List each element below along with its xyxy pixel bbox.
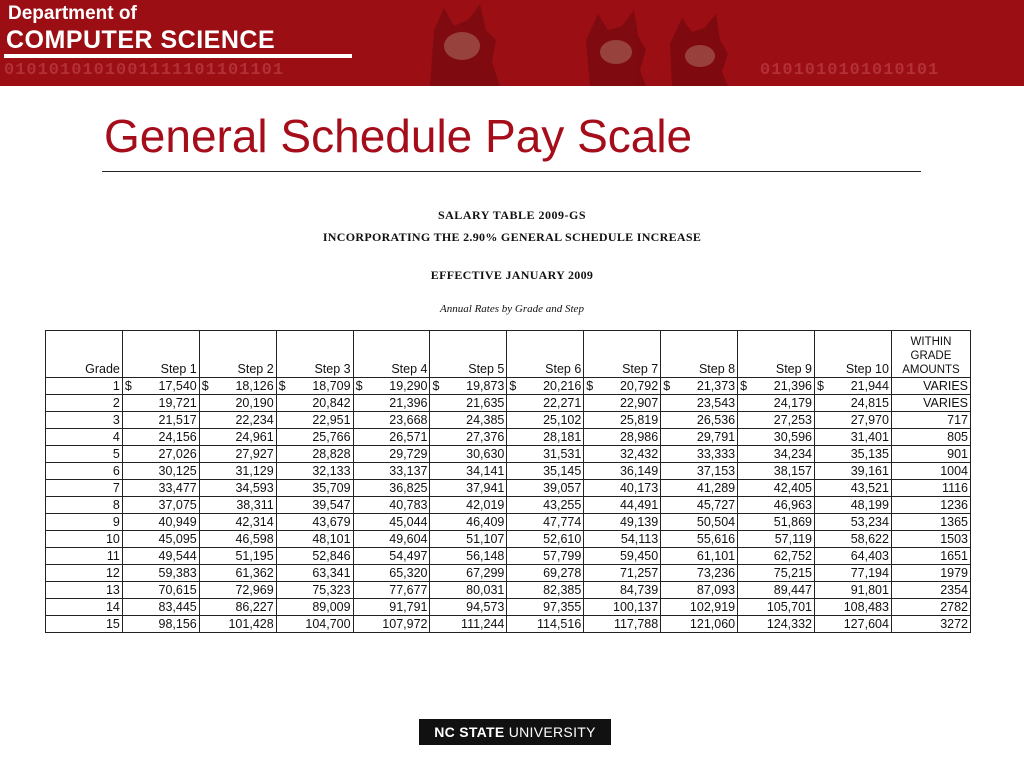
salary-value: 20,792 (619, 379, 659, 393)
banner-underline (4, 54, 352, 58)
salary-cell (507, 378, 584, 395)
salary-cell: 21,396 (353, 395, 430, 412)
salary-cell: 31,401 (815, 429, 892, 446)
increase-heading: INCORPORATING THE 2.90% GENERAL SCHEDULE INCREASE (322, 230, 702, 244)
column-header-step-1: Step 1 (122, 331, 199, 378)
department-name: COMPUTER SCIENCE (6, 26, 276, 54)
salary-cell: 44,491 (584, 497, 661, 514)
salary-cell: 35,709 (276, 480, 353, 497)
column-header-step-5: Step 5 (430, 331, 507, 378)
salary-cell: 52,610 (507, 531, 584, 548)
salary-cell: 46,963 (738, 497, 815, 514)
dollar-sign: $ (124, 379, 132, 393)
salary-table-heading: SALARY TABLE 2009-GS (437, 208, 587, 222)
salary-cell: 20,190 (199, 395, 276, 412)
salary-cell: 46,598 (199, 531, 276, 548)
salary-cell: 24,815 (815, 395, 892, 412)
salary-cell (276, 378, 353, 395)
salary-cell: 83,445 (122, 599, 199, 616)
grade-cell: 11 (46, 548, 123, 565)
salary-cell: 45,095 (122, 531, 199, 548)
salary-cell: 42,405 (738, 480, 815, 497)
salary-cell: 27,026 (122, 446, 199, 463)
salary-cell: 107,972 (353, 616, 430, 633)
salary-value: 21,396 (773, 379, 813, 393)
dollar-sign: $ (740, 379, 748, 393)
within-grade-cell: 3272 (891, 616, 970, 633)
salary-cell: 35,135 (815, 446, 892, 463)
salary-cell: 117,788 (584, 616, 661, 633)
grade-cell: 13 (46, 582, 123, 599)
salary-cell: 62,752 (738, 548, 815, 565)
column-header-step-9: Step 9 (738, 331, 815, 378)
department-label: Department of (8, 3, 137, 24)
dollar-sign: $ (663, 379, 671, 393)
grade-cell: 14 (46, 599, 123, 616)
grade-cell: 12 (46, 565, 123, 582)
salary-cell: 22,907 (584, 395, 661, 412)
dollar-sign: $ (201, 379, 209, 393)
salary-cell: 70,615 (122, 582, 199, 599)
salary-cell: 94,573 (430, 599, 507, 616)
table-row (46, 480, 971, 497)
salary-cell: 86,227 (199, 599, 276, 616)
salary-cell: 89,009 (276, 599, 353, 616)
within-grade-cell: VARIES (891, 395, 970, 412)
within-grade-cell: 1503 (891, 531, 970, 548)
salary-cell: 101,428 (199, 616, 276, 633)
table-row (46, 412, 971, 429)
salary-cell: 21,517 (122, 412, 199, 429)
salary-cell: 55,616 (661, 531, 738, 548)
grade-cell: 15 (46, 616, 123, 633)
table-row (46, 599, 971, 616)
table-row (46, 531, 971, 548)
salary-cell: 36,825 (353, 480, 430, 497)
salary-cell: 105,701 (738, 599, 815, 616)
salary-cell: 24,385 (430, 412, 507, 429)
salary-cell: 24,156 (122, 429, 199, 446)
salary-cell: 121,060 (661, 616, 738, 633)
salary-cell: 58,622 (815, 531, 892, 548)
within-grade-cell: 1116 (891, 480, 970, 497)
pay-scale-table (45, 330, 971, 633)
salary-cell: 72,969 (199, 582, 276, 599)
salary-cell: 111,244 (430, 616, 507, 633)
salary-cell: 47,774 (507, 514, 584, 531)
salary-cell (815, 378, 892, 395)
within-grade-cell: 805 (891, 429, 970, 446)
within-grade-cell: 1004 (891, 463, 970, 480)
salary-cell: 32,432 (584, 446, 661, 463)
salary-cell (353, 378, 430, 395)
salary-value: 19,873 (466, 379, 505, 393)
salary-cell: 29,791 (661, 429, 738, 446)
salary-cell: 37,153 (661, 463, 738, 480)
salary-cell: 53,234 (815, 514, 892, 531)
dollar-sign: $ (278, 379, 286, 393)
dollar-sign: $ (509, 379, 517, 393)
salary-cell: 63,341 (276, 565, 353, 582)
salary-cell: 25,766 (276, 429, 353, 446)
salary-cell: 77,194 (815, 565, 892, 582)
salary-cell: 39,161 (815, 463, 892, 480)
salary-cell: 48,199 (815, 497, 892, 514)
salary-cell: 29,729 (353, 446, 430, 463)
table-row (46, 429, 971, 446)
salary-cell: 19,721 (122, 395, 199, 412)
salary-cell: 22,951 (276, 412, 353, 429)
slide-title: General Schedule Pay Scale (104, 110, 693, 162)
salary-cell: 38,311 (199, 497, 276, 514)
salary-cell (738, 378, 815, 395)
salary-cell: 28,828 (276, 446, 353, 463)
salary-cell (122, 378, 199, 395)
salary-cell: 43,521 (815, 480, 892, 497)
salary-cell: 28,986 (584, 429, 661, 446)
salary-cell: 23,543 (661, 395, 738, 412)
salary-cell: 84,739 (584, 582, 661, 599)
salary-cell: 34,234 (738, 446, 815, 463)
grade-cell: 2 (46, 395, 123, 412)
salary-cell: 33,137 (353, 463, 430, 480)
within-grade-cell: 2782 (891, 599, 970, 616)
dollar-sign: $ (355, 379, 363, 393)
wolf-icon (410, 0, 760, 86)
salary-cell: 40,783 (353, 497, 430, 514)
salary-cell: 25,819 (584, 412, 661, 429)
salary-cell: 26,536 (661, 412, 738, 429)
salary-value: 18,709 (312, 379, 351, 393)
salary-cell: 45,044 (353, 514, 430, 531)
salary-cell: 48,101 (276, 531, 353, 548)
salary-cell: 21,635 (430, 395, 507, 412)
grade-cell: 4 (46, 429, 123, 446)
salary-cell: 73,236 (661, 565, 738, 582)
salary-cell: 42,314 (199, 514, 276, 531)
salary-cell: 43,255 (507, 497, 584, 514)
column-header-step-6: Step 6 (507, 331, 584, 378)
dollar-sign: $ (432, 379, 440, 393)
table-row (46, 616, 971, 633)
grade-cell: 9 (46, 514, 123, 531)
salary-cell: 22,271 (507, 395, 584, 412)
salary-cell: 52,846 (276, 548, 353, 565)
salary-cell: 54,497 (353, 548, 430, 565)
salary-value: 21,373 (696, 379, 736, 393)
nc-state-logo (419, 719, 611, 745)
grade-cell: 5 (46, 446, 123, 463)
salary-cell: 26,571 (353, 429, 430, 446)
salary-cell: 36,149 (584, 463, 661, 480)
rates-subheading: Annual Rates by Grade and Step (440, 303, 584, 315)
salary-value: 19,290 (389, 379, 428, 393)
salary-cell: 27,927 (199, 446, 276, 463)
salary-cell: 27,970 (815, 412, 892, 429)
salary-cell: 57,119 (738, 531, 815, 548)
salary-cell: 40,949 (122, 514, 199, 531)
salary-cell: 87,093 (661, 582, 738, 599)
salary-cell: 89,447 (738, 582, 815, 599)
salary-cell: 27,376 (430, 429, 507, 446)
salary-value: 18,126 (235, 379, 274, 393)
effective-date-heading: EFFECTIVE JANUARY 2009 (430, 268, 594, 282)
salary-cell: 31,531 (507, 446, 584, 463)
grade-cell: 3 (46, 412, 123, 429)
salary-cell: 77,677 (353, 582, 430, 599)
salary-cell: 127,604 (815, 616, 892, 633)
logo-bold-text: NC STATE (434, 724, 505, 740)
salary-cell: 31,129 (199, 463, 276, 480)
salary-cell: 33,477 (122, 480, 199, 497)
salary-cell: 30,125 (122, 463, 199, 480)
grade-cell: 10 (46, 531, 123, 548)
salary-cell: 69,278 (507, 565, 584, 582)
table-row (46, 395, 971, 412)
within-grade-cell: 1365 (891, 514, 970, 531)
salary-cell: 59,450 (584, 548, 661, 565)
salary-cell: 39,057 (507, 480, 584, 497)
salary-cell: 98,156 (122, 616, 199, 633)
salary-cell: 34,141 (430, 463, 507, 480)
column-header-grade: Grade (46, 331, 123, 378)
salary-cell: 54,113 (584, 531, 661, 548)
salary-cell: 33,333 (661, 446, 738, 463)
wga-header-line: AMOUNTS (902, 364, 960, 376)
grade-cell: 6 (46, 463, 123, 480)
salary-cell: 23,668 (353, 412, 430, 429)
salary-cell: 20,842 (276, 395, 353, 412)
dollar-sign: $ (586, 379, 594, 393)
salary-cell: 65,320 (353, 565, 430, 582)
salary-cell: 56,148 (430, 548, 507, 565)
within-grade-cell: 1979 (891, 565, 970, 582)
salary-cell: 40,173 (584, 480, 661, 497)
within-grade-cell: 2354 (891, 582, 970, 599)
table-row (46, 548, 971, 565)
column-header-step-8: Step 8 (661, 331, 738, 378)
dollar-sign: $ (817, 379, 824, 393)
title-divider (102, 171, 921, 172)
salary-cell: 34,593 (199, 480, 276, 497)
grade-cell: 1 (46, 378, 123, 395)
salary-cell: 59,383 (122, 565, 199, 582)
salary-cell: 24,961 (199, 429, 276, 446)
table-header-row (46, 331, 971, 378)
salary-cell: 51,869 (738, 514, 815, 531)
table-row (46, 582, 971, 599)
salary-cell: 61,101 (661, 548, 738, 565)
binary-text-left: 0101010101001111101101101 (4, 61, 285, 80)
salary-cell: 108,483 (815, 599, 892, 616)
salary-cell: 35,145 (507, 463, 584, 480)
salary-cell: 80,031 (430, 582, 507, 599)
salary-cell: 37,941 (430, 480, 507, 497)
salary-cell: 49,604 (353, 531, 430, 548)
salary-cell: 24,179 (738, 395, 815, 412)
salary-cell: 49,139 (584, 514, 661, 531)
salary-value: 20,216 (543, 379, 582, 393)
salary-cell: 114,516 (507, 616, 584, 633)
column-header-step-3: Step 3 (276, 331, 353, 378)
salary-cell: 39,547 (276, 497, 353, 514)
table-row (46, 497, 971, 514)
salary-cell: 91,801 (815, 582, 892, 599)
salary-cell (199, 378, 276, 395)
salary-cell: 104,700 (276, 616, 353, 633)
salary-cell: 30,630 (430, 446, 507, 463)
salary-cell: 61,362 (199, 565, 276, 582)
salary-cell: 28,181 (507, 429, 584, 446)
salary-cell: 46,409 (430, 514, 507, 531)
salary-cell: 50,504 (661, 514, 738, 531)
table-row (46, 463, 971, 480)
salary-cell: 49,544 (122, 548, 199, 565)
salary-cell: 71,257 (584, 565, 661, 582)
salary-cell: 102,919 (661, 599, 738, 616)
salary-cell: 25,102 (507, 412, 584, 429)
wga-header-line: WITHIN (910, 336, 952, 348)
table-row (46, 565, 971, 582)
wga-header-line: GRADE (910, 350, 952, 362)
grade-cell: 8 (46, 497, 123, 514)
grade-cell: 7 (46, 480, 123, 497)
salary-cell: 51,107 (430, 531, 507, 548)
salary-cell: 41,289 (661, 480, 738, 497)
column-header-within-grade-amounts (891, 331, 970, 378)
table-row (46, 514, 971, 531)
column-header-step-10: Step 10 (815, 331, 892, 378)
salary-cell: 37,075 (122, 497, 199, 514)
salary-cell: 57,799 (507, 548, 584, 565)
salary-cell: 22,234 (199, 412, 276, 429)
salary-cell: 45,727 (661, 497, 738, 514)
table-row (46, 378, 971, 395)
salary-cell: 100,137 (584, 599, 661, 616)
salary-cell: 97,355 (507, 599, 584, 616)
column-header-step-2: Step 2 (199, 331, 276, 378)
salary-cell: 91,791 (353, 599, 430, 616)
salary-cell: 42,019 (430, 497, 507, 514)
salary-cell: 43,679 (276, 514, 353, 531)
salary-cell (430, 378, 507, 395)
logo-rest-text: UNIVERSITY (504, 724, 596, 740)
salary-cell: 75,323 (276, 582, 353, 599)
salary-value: 17,540 (158, 379, 197, 393)
salary-cell: 67,299 (430, 565, 507, 582)
column-header-step-4: Step 4 (353, 331, 430, 378)
salary-value: 21,944 (850, 379, 889, 393)
within-grade-cell: 1236 (891, 497, 970, 514)
salary-cell: 51,195 (199, 548, 276, 565)
within-grade-cell: VARIES (891, 378, 970, 395)
salary-cell (661, 378, 738, 395)
within-grade-cell: 1651 (891, 548, 970, 565)
within-grade-cell: 901 (891, 446, 970, 463)
column-header-step-7: Step 7 (584, 331, 661, 378)
salary-cell (584, 378, 661, 395)
table-row (46, 446, 971, 463)
binary-text-right: 0101010101010101 (760, 61, 940, 80)
salary-cell: 32,133 (276, 463, 353, 480)
salary-cell: 82,385 (507, 582, 584, 599)
salary-cell: 38,157 (738, 463, 815, 480)
salary-cell: 27,253 (738, 412, 815, 429)
salary-cell: 75,215 (738, 565, 815, 582)
salary-cell: 64,403 (815, 548, 892, 565)
department-banner (0, 0, 1024, 86)
salary-cell: 30,596 (738, 429, 815, 446)
salary-cell: 124,332 (738, 616, 815, 633)
within-grade-cell: 717 (891, 412, 970, 429)
